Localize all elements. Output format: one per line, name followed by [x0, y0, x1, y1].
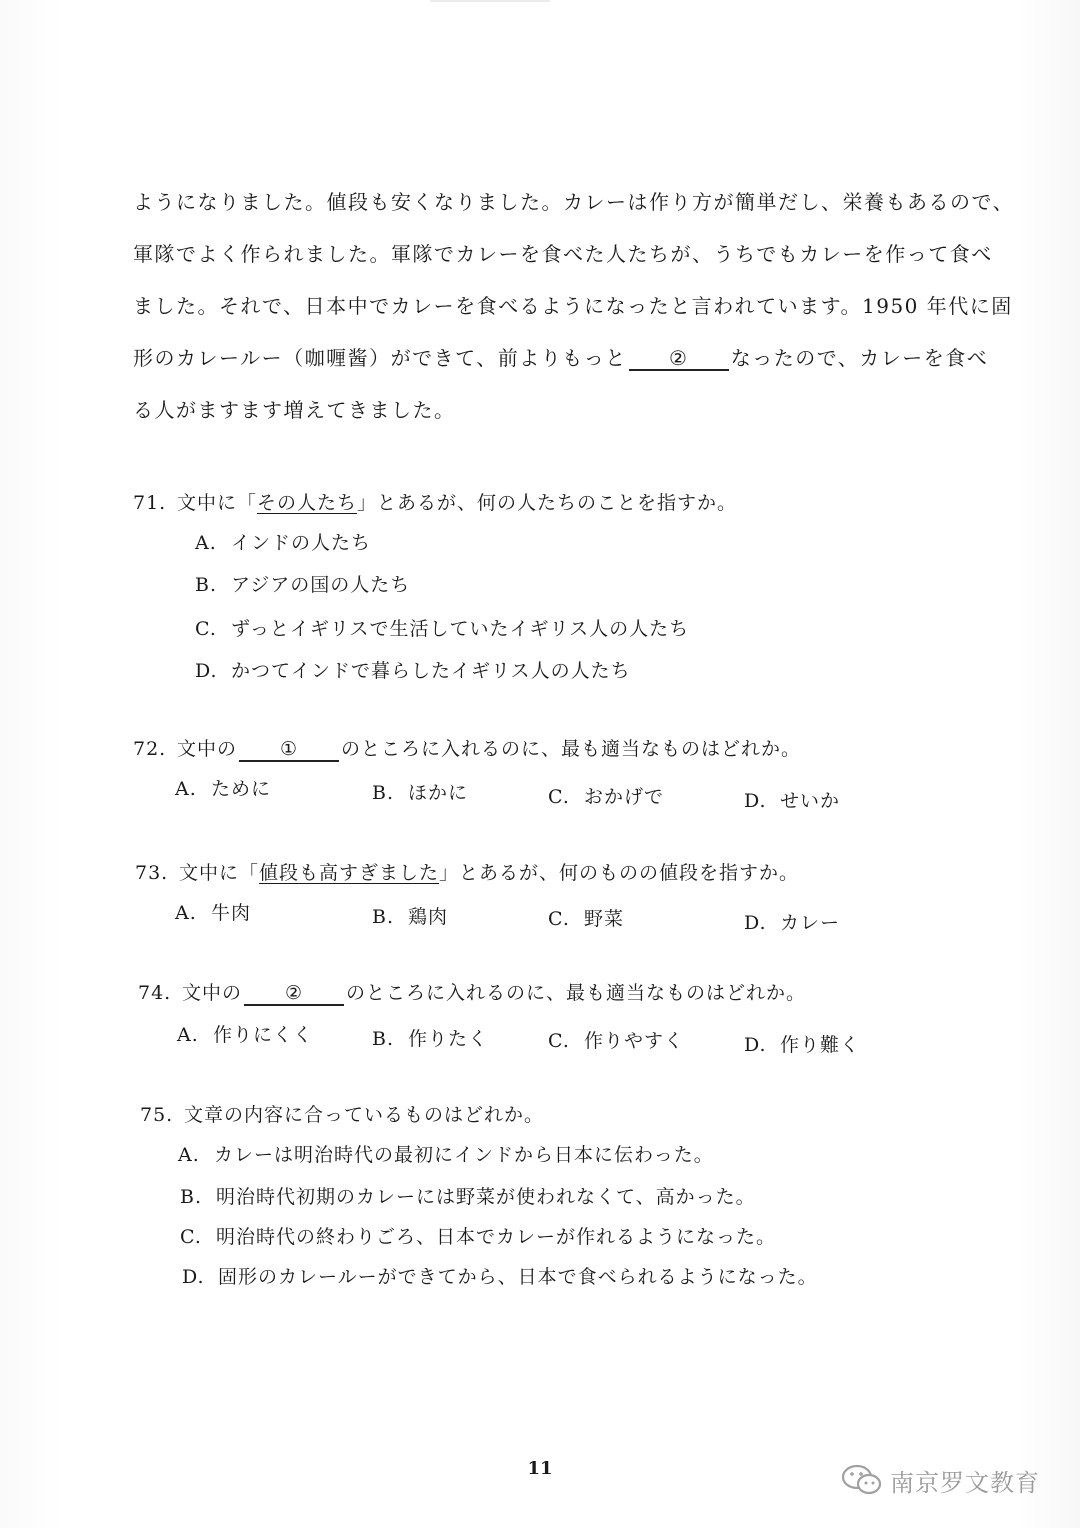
question-number: 73.: [135, 862, 169, 884]
option-b[interactable]: [372, 902, 448, 929]
option-label: C.: [548, 1030, 570, 1052]
option-label: B.: [180, 1186, 203, 1208]
option-text: カレーは明治時代の最初にインドから日本に伝わった。: [214, 1144, 714, 1166]
option-text: 作りたく: [408, 1028, 489, 1050]
option-text: かつてインドで暮らしたイギリス人の人たち: [231, 660, 631, 682]
option-c[interactable]: [195, 614, 689, 641]
option-a[interactable]: [175, 898, 251, 925]
stem-text: 文中の: [177, 738, 238, 760]
passage-text: なったので、カレーを食べ: [730, 346, 989, 370]
option-d[interactable]: [195, 656, 631, 683]
question-stem: [138, 978, 806, 1006]
blank-2: ②: [629, 347, 729, 371]
blank-2: ②: [244, 982, 344, 1006]
option-text: ずっとイギリスで生活していたイギリス人の人たち: [231, 618, 690, 640]
passage-line: る人がますます増えてきました。: [133, 398, 456, 422]
option-a[interactable]: [178, 1140, 714, 1167]
option-label: C.: [195, 618, 217, 640]
option-label: D.: [744, 912, 767, 934]
option-c[interactable]: [548, 782, 664, 809]
option-text: 固形のカレールーができてから、日本で食べられるようになった。: [218, 1266, 818, 1288]
question-stem: [133, 488, 737, 515]
option-label: A.: [195, 532, 217, 554]
stem-text: 文中に「: [179, 862, 260, 884]
option-label: B.: [372, 906, 395, 928]
option-a[interactable]: [177, 1020, 313, 1047]
option-text: カレー: [780, 912, 841, 934]
question-stem: [133, 734, 801, 762]
stem-text: のところに入れるのに、最も適当なものはどれか。: [346, 982, 807, 1004]
option-label: B.: [372, 782, 395, 804]
option-text: 牛肉: [211, 902, 252, 924]
option-a[interactable]: [175, 774, 271, 801]
option-text: アジアの国の人たち: [231, 574, 411, 596]
underlined-phrase: その人たち: [257, 492, 358, 514]
option-d[interactable]: [744, 1030, 860, 1057]
option-text: 鶏肉: [408, 906, 449, 928]
stem-text: 文中の: [182, 982, 243, 1004]
question-number: 74.: [138, 982, 172, 1004]
option-label: B.: [372, 1028, 395, 1050]
option-label: A.: [178, 1144, 200, 1166]
watermark: [840, 1460, 1040, 1500]
stem-text: 」とあるが、何の人たちのことを指すか。: [357, 492, 738, 514]
option-b[interactable]: [372, 1024, 488, 1051]
option-label: D.: [182, 1266, 205, 1288]
option-b[interactable]: [180, 1182, 756, 1209]
option-c[interactable]: [548, 904, 624, 931]
option-text: 明治時代初期のカレーには野菜が使われなくて、高かった。: [216, 1186, 756, 1208]
option-label: D.: [195, 660, 218, 682]
option-c[interactable]: [180, 1222, 776, 1249]
option-text: おかげで: [584, 786, 665, 808]
underlined-phrase: 値段も高すぎました: [259, 862, 440, 884]
option-label: D.: [744, 1034, 767, 1056]
option-text: 野菜: [584, 908, 625, 930]
question-number: 71.: [133, 492, 167, 514]
passage-line: ようになりました。値段も安くなりました。カレーは作り方が簡単だし、栄養もあるので、: [133, 190, 1015, 214]
option-d[interactable]: [182, 1262, 818, 1289]
option-label: C.: [548, 908, 570, 930]
option-b[interactable]: [195, 570, 410, 597]
option-text: 作りやすく: [584, 1030, 685, 1052]
option-text: 作りにくく: [213, 1024, 314, 1046]
scan-artifact: [430, 0, 550, 10]
passage-line: ました。それで、日本中でカレーを食べるようになったと言われています。1950 年代に固: [133, 294, 1013, 318]
option-label: D.: [744, 790, 767, 812]
question-number: 75.: [140, 1104, 174, 1126]
wechat-icon: [840, 1462, 884, 1498]
passage-text: 形のカレールー（咖喱酱）ができて、前よりもっと: [133, 346, 627, 370]
passage-line: [133, 332, 989, 384]
option-text: ほかに: [408, 782, 469, 804]
option-text: 明治時代の終わりごろ、日本でカレーが作れるようになった。: [216, 1226, 777, 1248]
watermark-text: 南京罗文教育: [890, 1468, 1040, 1497]
question-stem: [135, 858, 799, 885]
option-label: A.: [175, 778, 197, 800]
question-number: 72.: [133, 738, 167, 760]
option-label: A.: [177, 1024, 199, 1046]
option-d[interactable]: [744, 908, 840, 935]
option-text: せいか: [780, 790, 841, 812]
question-stem: [140, 1100, 544, 1127]
stem-text: 」とあるが、何のものの値段を指すか。: [439, 862, 800, 884]
option-text: 作り難く: [780, 1034, 861, 1056]
page-number: 11: [527, 1458, 553, 1479]
option-a[interactable]: [195, 528, 371, 555]
stem-text: のところに入れるのに、最も適当なものはどれか。: [341, 738, 802, 760]
option-c[interactable]: [548, 1026, 684, 1053]
option-text: インドの人たち: [231, 532, 372, 554]
option-d[interactable]: [744, 786, 840, 813]
stem-text: 文中に「: [177, 492, 258, 514]
blank-1: ①: [239, 738, 339, 762]
stem-text: 文章の内容に合っているものはどれか。: [184, 1104, 545, 1126]
reading-passage: [133, 176, 1015, 436]
option-label: A.: [175, 902, 197, 924]
option-label: C.: [180, 1226, 202, 1248]
option-label: C.: [548, 786, 570, 808]
option-b[interactable]: [372, 778, 468, 805]
passage-line: 軍隊でよく作られました。軍隊でカレーを食べた人たちが、うちでもカレーを作って食べ: [133, 242, 993, 266]
option-text: ために: [211, 778, 272, 800]
option-label: B.: [195, 574, 218, 596]
